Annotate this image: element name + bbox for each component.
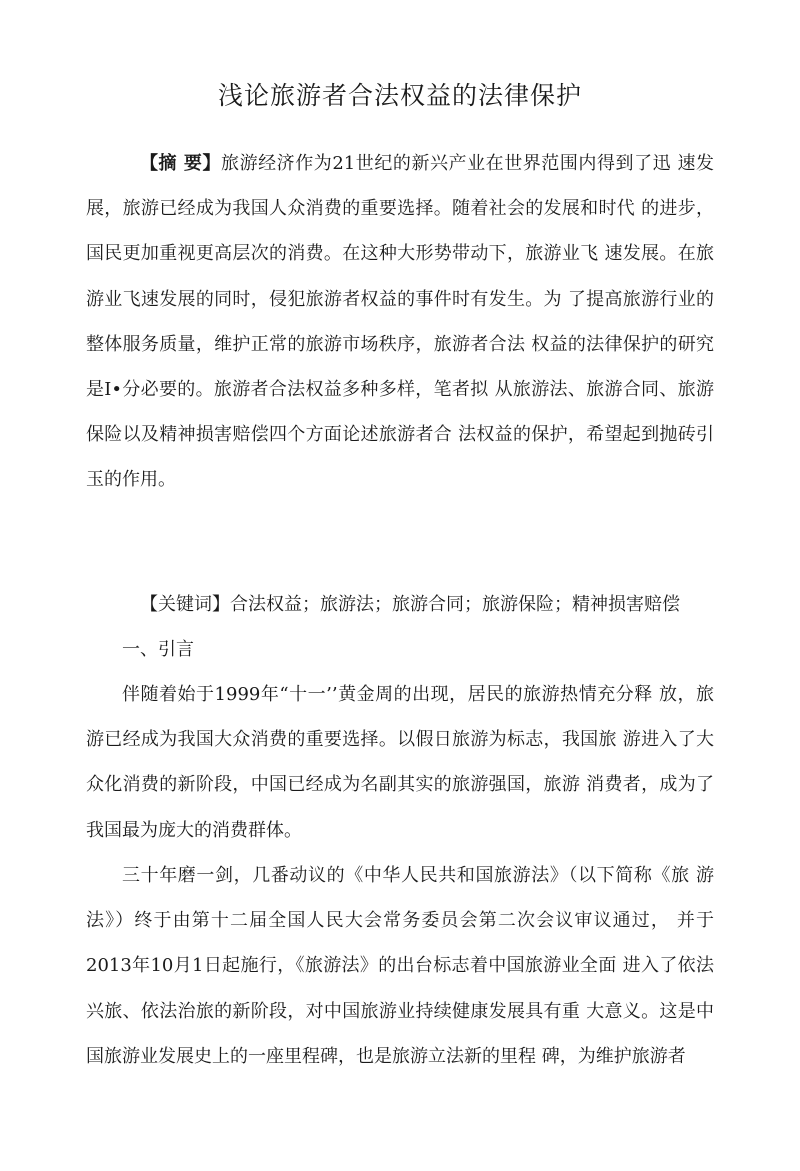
keywords-text: 合法权益；旅游法；旅游合同；旅游保险；精神损害赔偿 <box>230 594 680 615</box>
abstract-paragraph <box>86 141 714 503</box>
body-paragraph-2: 三十年磨一剑，几番动议的《中华人民共和国旅游法》（以下简称《旅 游法》）终于由第十二届全国人民大会常务委员会第二次会议审议通过， 并于2013年10月1日起施行，《旅游法》的出台标志着中国旅游业全面 进入了依法兴旅、依法治旅的新阶段，对中国旅游业持续健康发展具有重 大意义。这是中国旅游业发展史上的一座里程碑，也是旅游立法新的里程 碑，为维护旅游者 <box>86 865 714 1067</box>
paper-title: 浅论旅游者合法权益的法律保护 <box>217 81 582 110</box>
section-heading: 一、引言 <box>122 639 194 660</box>
abstract-label: 【摘 要】 <box>140 153 222 174</box>
keywords-label: 【关键词】 <box>140 594 230 615</box>
body-paragraph-1: 伴随着始于1999年“十一’’黄金周的出现，居民的旅游热情充分释 放，旅游已经成为我国大众消费的重要选择。以假日旅游为标志，我国旅 游进入了大众化消费的新阶段，中国已经成为名副其实的旅游强国，旅游 消费者，成为了我国最为庞大的消费群体。 <box>86 684 714 841</box>
abstract-text: 旅游经济作为21世纪的新兴产业在世界范围内得到了迅 速发展，旅游已经成为我国人众消费的重要选择。随着社会的发展和时代 的进步，国民更加重视更高层次的消费。在这种大形势带动下，旅游业飞 速发展。在旅游业飞速发展的同时，侵犯旅游者权益的事件时有发生。为 了提高旅游行业的整体服务质量，维护正常的旅游市场秩序，旅游者合法 权益的法律保护的研究是I•分必要的。旅游者合法权益多种多样，笔者拟 从旅游法、旅游合同、旅游保险以及精神损害赔偿四个方面论述旅游者合 法权益的保护，希望起到抛砖引玉的作用。 <box>86 153 714 491</box>
keywords-paragraph <box>86 582 714 627</box>
